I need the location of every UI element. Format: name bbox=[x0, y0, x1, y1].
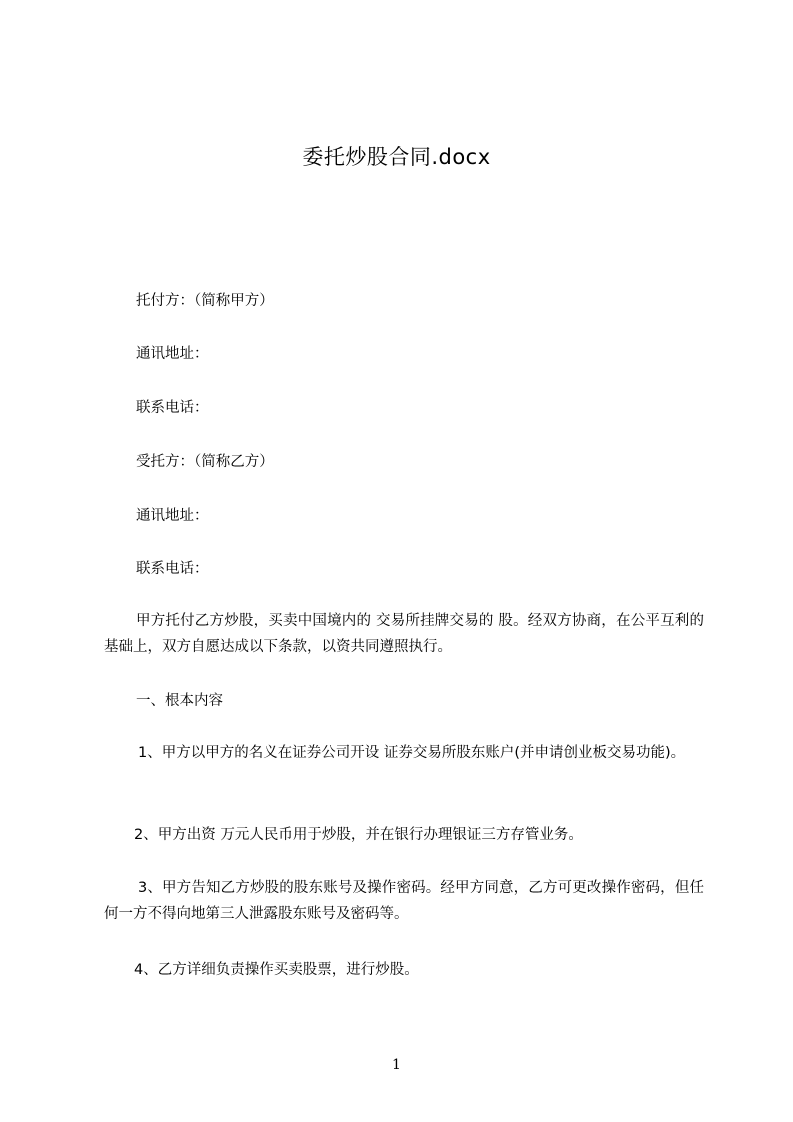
clause-3: 3、甲方告知乙方炒股的股东账号及操作密码。经甲方同意，乙方可更改操作密码，但任何一方不得向地第三人泄露股东账号及密码等。 bbox=[104, 880, 704, 922]
principal-party-field: 托付方：（简称甲方） bbox=[136, 293, 274, 309]
intro-paragraph: 甲方托付乙方炒股，买卖中国境内的 交易所挂牌交易的 股。经双方协商，在公平互利的基础上，双方自愿达成以下条款，以资共同遵照执行。 bbox=[104, 613, 704, 655]
clause-2: 2、甲方出资 万元人民币用于炒股，并在银行办理银证三方存管业务。 bbox=[134, 827, 583, 843]
section-heading: 一、根本内容 bbox=[136, 693, 223, 709]
page-number: 1 bbox=[392, 1057, 401, 1073]
clause-1: 1、甲方以甲方的名义在证券公司开设 证券交易所股东账户(并申请创业板交易功能)。 bbox=[138, 745, 686, 761]
principal-address-field: 通讯地址： bbox=[136, 346, 209, 362]
agent-phone-field: 联系电话： bbox=[136, 561, 209, 577]
principal-phone-field: 联系电话： bbox=[136, 400, 209, 416]
document-title: 委托炒股合同.docx bbox=[302, 145, 491, 169]
clause-4: 4、乙方详细负责操作买卖股票，进行炒股。 bbox=[134, 962, 419, 978]
agent-party-field: 受托方：（简称乙方） bbox=[136, 454, 274, 470]
agent-address-field: 通讯地址： bbox=[136, 508, 209, 524]
